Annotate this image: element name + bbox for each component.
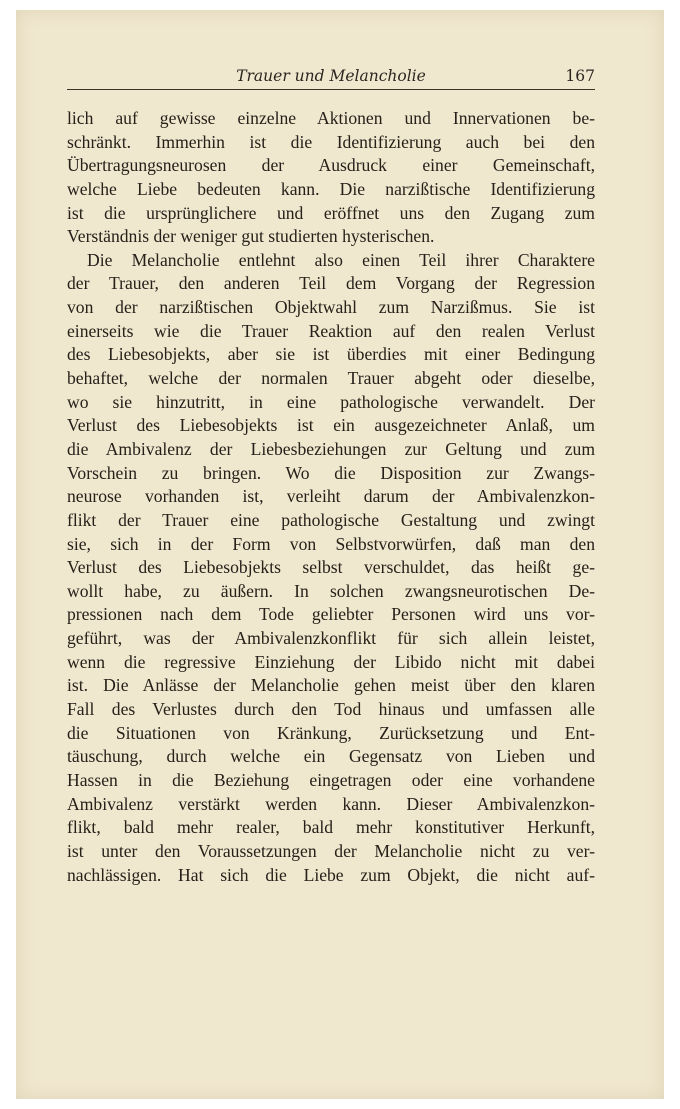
text-line: wo sie hinzutritt, in eine pathologische verwandelt. Der: [67, 391, 595, 412]
text-line: wollt habe, zu äußern. In solchen zwangsneurotischen De-: [67, 580, 595, 601]
text-line: neurose vorhanden ist, verleiht darum der Ambivalenzkon-: [67, 486, 595, 507]
text-line: ist unter den Voraussetzungen der Melancholie nicht zu ver-: [67, 840, 595, 861]
text-line: welche Liebe bedeuten kann. Die narzißtische Identifizierung: [67, 178, 595, 199]
running-header: [67, 67, 595, 90]
page-number: 167: [565, 67, 595, 85]
text-line: Ambivalenz verstärkt werden kann. Dieser Ambivalenzkon-: [67, 793, 595, 814]
text-line: Fall des Verlustes durch den Tod hinaus und umfassen alle: [67, 699, 595, 720]
text-line: Verlust des Liebesobjekts selbst verschuldet, das heißt ge-: [67, 557, 595, 578]
text-line: pressionen nach dem Tode geliebter Personen wird uns vor-: [67, 604, 595, 625]
text-line: Die Melancholie entlehnt also einen Teil ihrer Charaktere: [87, 249, 595, 270]
paragraph: [67, 249, 595, 887]
text-line: nachlässigen. Hat sich die Liebe zum Objekt, die nicht auf-: [67, 864, 595, 885]
text-line: des Liebesobjekts, aber sie ist überdies mit einer Bedingung: [67, 344, 595, 365]
text-line: ist. Die Anlässe der Melancholie gehen meist über den klaren: [67, 675, 595, 696]
text-line: Verständnis der weniger gut studierten hysterischen.: [67, 226, 435, 247]
body-text: [67, 107, 595, 887]
text-line: lich auf gewisse einzelne Aktionen und Innervationen be-: [67, 108, 595, 128]
text-line: die Ambivalenz der Liebesbeziehungen zur Geltung und zum: [67, 438, 595, 459]
text-line: die Situationen von Kränkung, Zurücksetzung und Ent-: [67, 722, 595, 743]
paragraph: [67, 107, 595, 249]
text-line: wenn die regressive Einziehung der Libido nicht mit dabei: [67, 651, 595, 672]
text-line: täuschung, durch welche ein Gegensatz von Lieben und: [67, 746, 595, 767]
text-line: Verlust des Liebesobjekts ist ein ausgezeichneter Anlaß, um: [67, 415, 595, 436]
text-line: Vorschein zu bringen. Wo die Disposition zur Zwangs-: [67, 462, 595, 483]
text-line: der Trauer, den anderen Teil dem Vorgang der Regression: [67, 273, 595, 294]
text-line: geführt, was der Ambivalenzkonflikt für sich allein leistet,: [67, 628, 595, 649]
book-page: [16, 10, 664, 1099]
text-line: einerseits wie die Trauer Reaktion auf den realen Verlust: [67, 320, 595, 341]
text-line: flikt, bald mehr realer, bald mehr konstitutiver Herkunft,: [67, 817, 595, 838]
text-line: ist die ursprünglichere und eröffnet uns den Zugang zum: [67, 202, 595, 223]
text-line: flikt der Trauer eine pathologische Gestaltung und zwingt: [67, 509, 595, 530]
text-line: behaftet, welche der normalen Trauer abgeht oder dieselbe,: [67, 368, 595, 389]
text-line: Hassen in die Beziehung eingetragen oder eine vorhandene: [67, 769, 595, 790]
running-title: Trauer und Melancholie: [236, 67, 426, 85]
text-line: schränkt. Immerhin ist die Identifizierung auch bei den: [67, 131, 595, 152]
text-line: Übertragungsneurosen der Ausdruck einer Gemeinschaft,: [67, 155, 595, 176]
text-line: von der narzißtischen Objektwahl zum Narzißmus. Sie ist: [67, 297, 595, 318]
text-line: sie, sich in der Form von Selbstvorwürfen, daß man den: [67, 533, 595, 554]
